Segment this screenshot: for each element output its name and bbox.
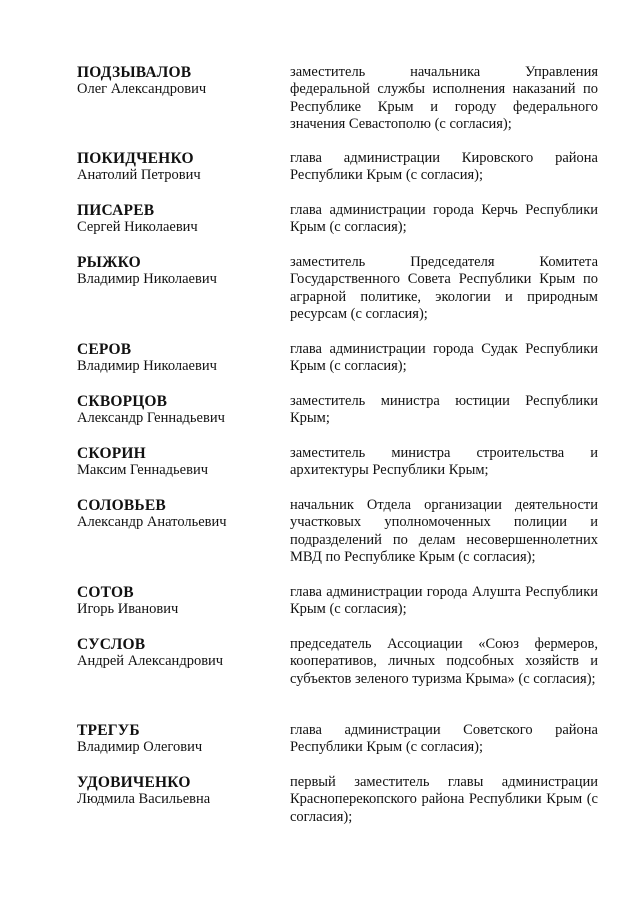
- member-surname: ПОКИДЧЕНКО: [77, 150, 194, 167]
- member-surname: УДОВИЧЕНКО: [77, 774, 191, 791]
- member-position: заместитель министра юстиции Республики Крым;: [290, 393, 598, 427]
- member-position: глава администрации Советского района Республики Крым (с согласия);: [290, 722, 598, 756]
- member-given-name: Андрей Александрович: [77, 653, 224, 669]
- member-given-name: Анатолий Петрович: [77, 167, 201, 183]
- member-position: глава администрации города Керчь Республики Крым (с согласия);: [290, 202, 598, 236]
- member-surname: ТРЕГУБ: [77, 722, 140, 739]
- member-position: глава администрации города Алушта Республики Крым (с согласия);: [290, 584, 598, 618]
- member-position: заместитель Председателя Комитета Государственного Совета Республики Крым по аграрной политике, экологии и природным ресурсам (с согласия);: [290, 254, 598, 323]
- member-given-name: Владимир Николаевич: [77, 271, 217, 287]
- member-surname: ПОДЗЫВАЛОВ: [77, 64, 192, 81]
- member-surname: СКВОРЦОВ: [77, 393, 168, 410]
- member-given-name: Александр Геннадьевич: [77, 410, 225, 426]
- member-position: председатель Ассоциации «Союз фермеров, кооперативов, личных подсобных хозяйств и субъектов зеленого туризма Крыма» (с согласия);: [290, 636, 598, 687]
- member-position: заместитель министра строительства и архитектуры Республики Крым;: [290, 445, 598, 479]
- member-given-name: Александр Анатольевич: [77, 514, 227, 530]
- member-position: заместитель начальника Управления федеральной службы исполнения наказаний по Республике Крым и городу федерального значения Севастополю (с согласия);: [290, 64, 598, 133]
- member-surname: СЕРОВ: [77, 341, 132, 358]
- member-given-name: Владимир Олегович: [77, 739, 203, 755]
- member-given-name: Игорь Иванович: [77, 601, 179, 617]
- member-surname: СКОРИН: [77, 445, 146, 462]
- member-given-name: Сергей Николаевич: [77, 219, 198, 235]
- member-surname: СОТОВ: [77, 584, 134, 601]
- member-position: первый заместитель главы администрации Красноперекопского района Республики Крым (с согласия);: [290, 774, 598, 825]
- member-position: начальник Отдела организации деятельности участковых уполномоченных полиции и подразделений по делам несовершеннолетних МВД по Республике Крым (с согласия);: [290, 497, 598, 566]
- member-surname: РЫЖКО: [77, 254, 141, 271]
- member-position: глава администрации Кировского района Республики Крым (с согласия);: [290, 150, 598, 184]
- member-surname: СУСЛОВ: [77, 636, 146, 653]
- member-position: глава администрации города Судак Республики Крым (с согласия);: [290, 341, 598, 375]
- member-surname: ПИСАРЕВ: [77, 202, 155, 219]
- member-given-name: Олег Александрович: [77, 81, 207, 97]
- member-surname: СОЛОВЬЕВ: [77, 497, 166, 514]
- member-given-name: Владимир Николаевич: [77, 358, 217, 374]
- member-given-name: Максим Геннадьевич: [77, 462, 209, 478]
- member-given-name: Людмила Васильевна: [77, 791, 211, 807]
